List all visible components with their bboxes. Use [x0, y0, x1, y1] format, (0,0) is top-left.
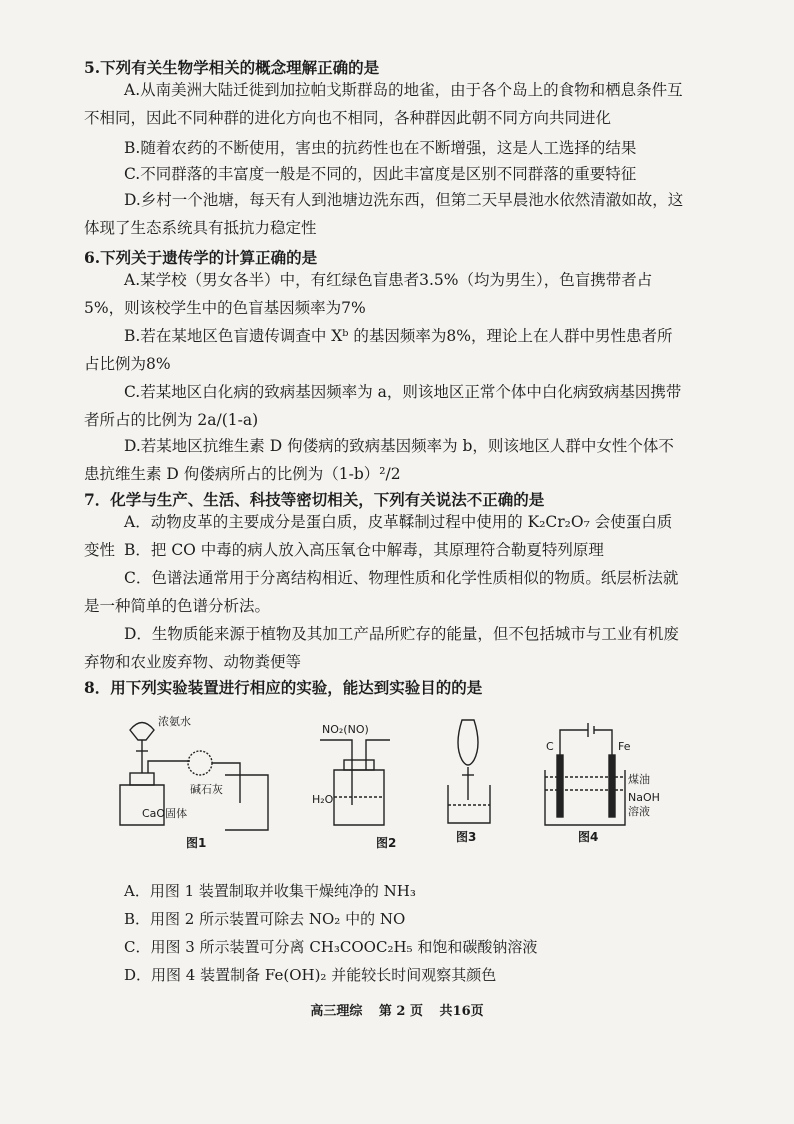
outlet-tube: [366, 740, 390, 770]
question-7-option-a: A．动物皮革的主要成分是蛋白质，皮革鞣制过程中使用的 K₂Cr₂O₇ 会使蛋白质变性: [84, 513, 673, 559]
question-7-option-b: B．把 CO 中毒的病人放入高压氧仓中解毒，其原理符合勒夏特列原理: [124, 541, 604, 559]
figure-3-apparatus: [448, 720, 490, 823]
question-6-title: 6.下列关于遗传学的计算正确的是: [84, 248, 318, 267]
question-5-option-c: C.不同群落的丰富度一般是不同的，因此丰富度是区别不同群落的重要特征: [124, 165, 637, 183]
figure-2-apparatus: [320, 740, 390, 825]
question-8-option-c: C．用图 3 所示装置可分离 CH₃COOC₂H₅ 和饱和碳酸钠溶液: [124, 938, 538, 956]
question-7-title: 7．化学与生产、生活、科技等密切相关，下列有关说法不正确的是: [84, 490, 545, 509]
footer-subject: 高三理综: [310, 1004, 363, 1019]
question-8-title: 8．用下列实验装置进行相应的实验，能达到实验目的的是: [84, 678, 483, 697]
collection-bottle: [225, 775, 268, 830]
iron-electrode: [609, 755, 615, 817]
separatory-funnel: [458, 720, 478, 765]
drying-tube-bulb: [188, 751, 212, 775]
question-6-option-c: C.若某地区白化病的致病基因频率为 a，则该地区正常个体中白化病致病基因携带者所占的比例为 2a/(1-a): [84, 383, 682, 429]
apparatus-figures: [90, 705, 660, 875]
question-5-option-b: B.随着农药的不断使用，害虫的抗药性也在不断增强，这是人工选择的结果: [124, 139, 637, 157]
question-6-option-b: B.若在某地区色盲遗传调查中 Xᵇ 的基因频率为8%，理论上在人群中男性患者所占比例为8%: [84, 327, 673, 373]
beaker: [448, 785, 490, 823]
circuit-wire: [594, 730, 612, 755]
question-8-option-a: A．用图 1 装置制取并收集干燥纯净的 NH₃: [124, 882, 416, 900]
fig4-label-iron: Fe: [618, 740, 631, 753]
figure-4-caption: 图4: [578, 830, 599, 844]
footer-total-pages: 共16页: [439, 1004, 484, 1019]
question-6-option-a: A.某学校（男女各半）中，有红绿色盲患者3.5%（均为男生），色盲携带者占5%，则该校学生中的色盲基因频率为7%: [84, 271, 653, 317]
question-5-option-d: D.乡村一个池塘，每天有人到池塘边洗东西，但第二天早晨池水依然清澈如故，这体现了生态系统具有抵抗力稳定性: [84, 191, 684, 237]
question-7-option-d: D．生物质能来源于植物及其加工产品所贮存的能量，但不包括城市与工业有机废弃物和农业废弃物、动物粪便等: [84, 625, 679, 671]
question-8-option-b: B．用图 2 所示装置可除去 NO₂ 中的 NO: [124, 910, 406, 928]
fig1-label-soda-lime: 碱石灰: [190, 783, 223, 796]
fig2-label-gas: NO₂(NO): [322, 723, 369, 736]
flask-neck: [130, 773, 154, 785]
carbon-electrode: [557, 755, 563, 817]
delivery-tube: [148, 761, 190, 773]
fig1-label-ammonia: 浓氨水: [158, 715, 191, 728]
figure-3-caption: 图3: [456, 830, 477, 844]
question-6-option-d: D.若某地区抗维生素 D 佝偻病的致病基因频率为 b，则该地区人群中女性个体不患抗维生素 D 佝偻病所占的比例为（1-b）²/2: [84, 437, 674, 483]
fig4-label-carbon: C: [546, 740, 554, 753]
question-5-title: 5.下列有关生物学相关的概念理解正确的是: [84, 58, 380, 77]
figure-2-caption: 图2: [376, 836, 397, 850]
bottle-cap: [344, 760, 374, 770]
question-5-option-a: A.从南美洲大陆迁徙到加拉帕戈斯群岛的地雀，由于各个岛上的食物和栖息条件互不相同，因此不同种群的进化方向也不相同，各种群因此朝不同方向共同进化: [84, 81, 683, 127]
figure-1-caption: 图1: [186, 836, 207, 850]
fig2-label-water: H₂O: [312, 793, 334, 806]
question-7-option-c: C．色谱法通常用于分离结构相近、物理性质和化学性质相似的物质。纸层析法就是一种简单的色谱分析法。: [84, 569, 679, 615]
figure-4-apparatus: [545, 723, 625, 825]
fig1-label-cao: CaO固体: [142, 807, 188, 820]
fig4-label-kerosene: 煤油: [628, 773, 650, 786]
funnel-shape: [130, 723, 154, 741]
fig4-label-solution: 溶液: [628, 805, 650, 818]
page-footer: [0, 1000, 794, 1019]
circuit-wire: [560, 730, 588, 755]
footer-page-number: 第 2 页: [378, 1004, 424, 1019]
fig4-label-naoh: NaOH: [628, 791, 660, 804]
question-8-option-d: D．用图 4 装置制备 Fe(OH)₂ 并能较长时间观察其颜色: [124, 966, 497, 984]
